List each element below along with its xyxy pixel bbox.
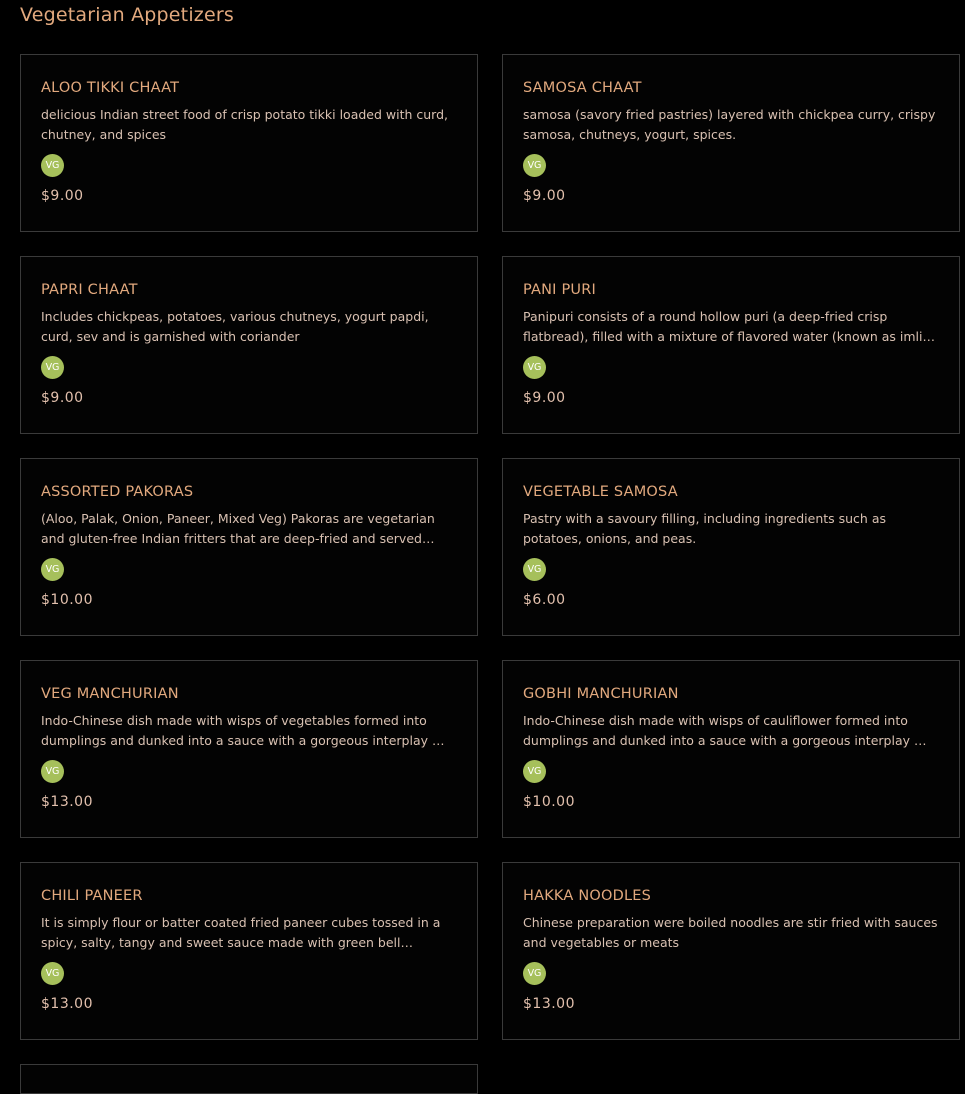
menu-item-card[interactable] [20,1064,478,1094]
vegan-badge-icon: VG [523,760,546,783]
vegan-badge-icon: VG [523,558,546,581]
item-description: Chinese preparation were boiled noodles are stir fried with sauces and vegetables or meats [523,915,938,950]
item-description: Includes chickpeas, potatoes, various chutneys, yogurt papdi, curd, sev and is garnished with coriander [41,309,429,344]
item-name: PAPRI CHAAT [41,282,138,298]
item-price: $13.00 [523,996,575,1012]
vegan-badge-icon: VG [523,154,546,177]
item-name: ALOO TIKKI CHAAT [41,80,180,96]
item-price: $9.00 [523,188,566,204]
vegan-badge-icon: VG [523,962,546,985]
item-price: $10.00 [523,794,575,810]
vegan-badge-icon: VG [41,356,64,379]
item-description: It is simply flour or batter coated fried paneer cubes tossed in a spicy, salty, tangy and sweet sauce made with green bell… [41,915,441,950]
item-price: $9.00 [41,188,84,204]
item-name: HAKKA NOODLES [523,888,651,904]
item-price: $9.00 [523,390,566,406]
vegan-badge-icon: VG [41,760,64,783]
menu-item-card[interactable] [20,54,478,232]
item-description: Pastry with a savoury filling, including ingredients such as potatoes, onions, and peas. [523,511,887,546]
menu-item-card[interactable] [20,458,478,636]
menu-item-card[interactable] [502,256,960,434]
item-name: GOBHI MANCHURIAN [523,686,679,702]
item-price: $13.00 [41,996,93,1012]
item-price: $10.00 [41,592,93,608]
menu-item-card[interactable] [502,458,960,636]
vegan-badge-icon: VG [41,962,64,985]
item-price: $6.00 [523,592,566,608]
vegan-badge-icon: VG [523,356,546,379]
item-name: ASSORTED PAKORAS [41,484,194,500]
item-name: VEG MANCHURIAN [41,686,179,702]
item-description: delicious Indian street food of crisp potato tikki loaded with curd, chutney, and spices [41,107,449,142]
item-name: CHILI PANEER [41,888,143,904]
menu-item-card[interactable] [502,660,960,838]
item-price: $9.00 [41,390,84,406]
menu-item-card[interactable] [20,256,478,434]
menu-item-card[interactable] [20,660,478,838]
item-name: PANI PURI [523,282,596,298]
item-name: SAMOSA CHAAT [523,80,642,96]
menu-grid [20,54,960,1094]
menu-item-card[interactable] [20,862,478,1040]
item-description: Indo-Chinese dish made with wisps of vegetables formed into dumplings and dunked into a sauce with a gorgeous interplay … [41,713,445,748]
menu-item-card[interactable] [502,54,960,232]
item-description: samosa (savory fried pastries) layered with chickpea curry, crispy samosa, chutneys, yogurt, spices. [523,107,936,142]
item-description: Panipuri consists of a round hollow puri (a deep-fried crisp flatbread), filled with a mixture of flavored water (known as imli… [523,309,935,344]
section-title: Vegetarian Appetizers [20,4,234,26]
item-description: (Aloo, Palak, Onion, Paneer, Mixed Veg) Pakoras are vegetarian and gluten-free Indian fritters that are deep-fried and served… [41,511,435,546]
item-description: Indo-Chinese dish made with wisps of cauliflower formed into dumplings and dunked into a sauce with a gorgeous interplay … [523,713,927,748]
item-name: VEGETABLE SAMOSA [523,484,678,500]
item-price: $13.00 [41,794,93,810]
vegan-badge-icon: VG [41,154,64,177]
vegan-badge-icon: VG [41,558,64,581]
menu-item-card[interactable] [502,862,960,1040]
